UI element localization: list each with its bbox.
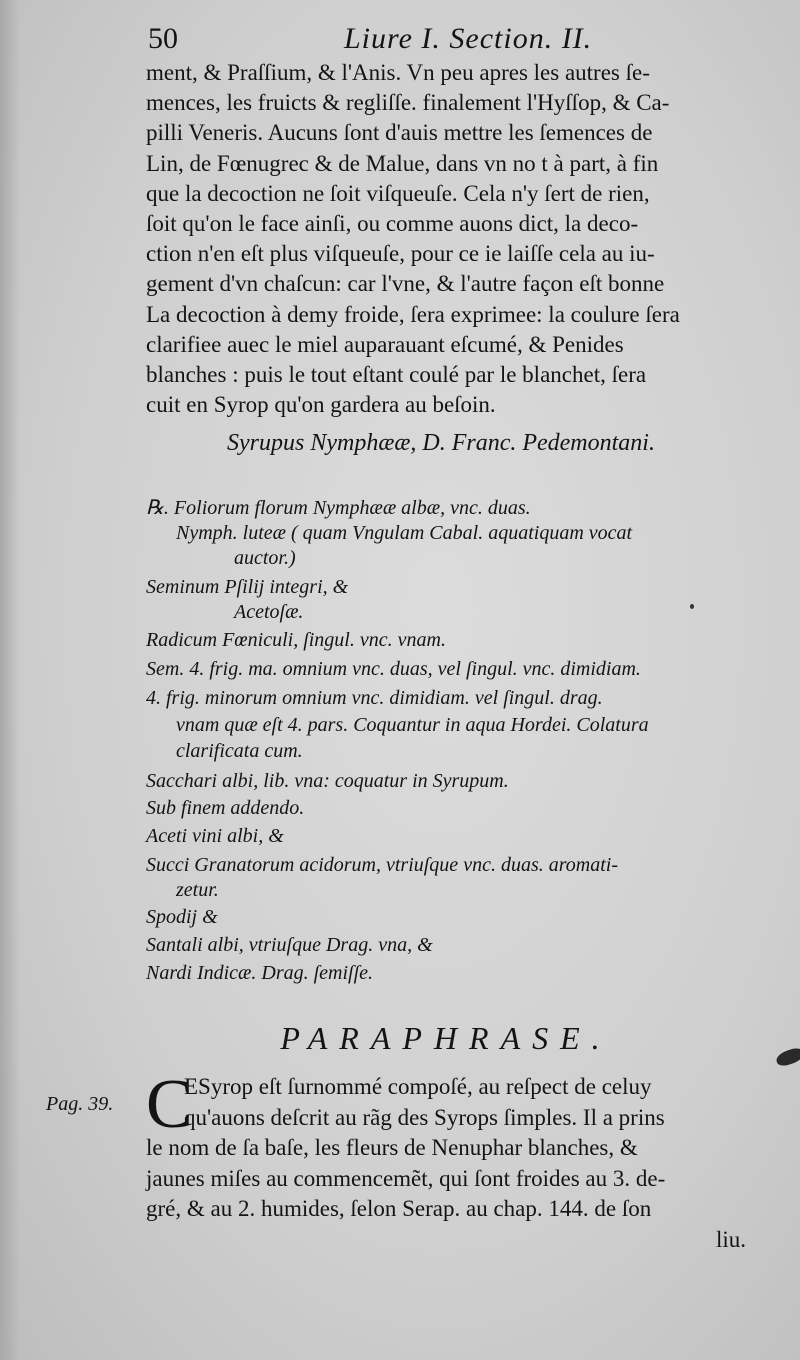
running-head-title: Liure I. Section. II.: [344, 22, 593, 55]
recipe-line: Seminum Pſilij integri, &: [146, 576, 349, 598]
page-gutter-shadow: [0, 0, 20, 1360]
section-heading: PARAPHRASE.: [280, 1020, 612, 1056]
recipe-line: clarificata cum.: [176, 740, 303, 762]
text-line: Lin, de Fœnugrec & de Malue, dans vn no t à part, à fin: [146, 150, 659, 176]
recipe-line: Sub finem addendo.: [146, 797, 305, 819]
recipe-line: Succi Granatorum acidorum, vtriuſque vnc. duas. aromati-: [146, 854, 618, 876]
text-line: ction n'en eſt plus viſqueuſe, pour ce ie laiſſe cela au iu-: [146, 241, 655, 267]
recipe-line: Santali albi, vtriuſque Drag. vna, &: [146, 934, 433, 956]
text-line: le nom de ſa baſe, les fleurs de Nenuphar blanches, &: [146, 1135, 638, 1160]
text-line: La decoction à demy froide, ſera exprimee: la coulure ſera: [146, 301, 680, 327]
text-line: blanches : puis le tout eſtant coulé par le blanchet, ſera: [146, 362, 647, 388]
text-line: qu'auons deſcrit au rãg des Syrops ſimples. Il a prins: [184, 1104, 665, 1130]
text-line: gré, & au 2. humides, ſelon Serap. au chap. 144. de ſon: [146, 1196, 652, 1221]
text-line: ſoit qu'on le face ainſi, ou comme auons dict, la deco-: [146, 211, 639, 237]
recipe-line: vnam quæ eſt 4. pars. Coquantur in aqua Hordei. Colatura: [176, 714, 649, 736]
text-line: ESyrop eſt ſurnommé compoſé, au reſpect de celuy: [184, 1074, 652, 1099]
recipe-line: Nymph. luteæ ( quam Vngulam Cabal. aquatiquam vocat: [176, 522, 633, 544]
recipe-line: Radicum Fœniculi, ſingul. vnc. vnam.: [146, 629, 446, 651]
recipe-line: Nardi Indicæ. Drag. ſemiſſe.: [146, 962, 374, 984]
recipe-line: 4. frig. minorum omnium vnc. dimidiam. vel ſingul. drag.: [146, 687, 603, 709]
margin-reference: Pag. 39.: [46, 1093, 114, 1115]
paper-speck: [690, 604, 694, 609]
recipe-line: Sem. 4. frig. ma. omnium vnc. duas, vel ſingul. vnc. dimidiam.: [146, 658, 641, 680]
text-line: ment, & Praſſium, & l'Anis. Vn peu apres les autres ſe-: [146, 60, 650, 85]
paraphrase-paragraph: [146, 1066, 786, 1255]
text-line: mences, les fruicts & regliſſe. finalement l'Hyſſop, & Ca-: [146, 90, 670, 116]
text-line: gement d'vn chaſcun: car l'vne, & l'autre façon eſt bonne: [146, 271, 665, 297]
recipe-line: Spodij &: [146, 906, 218, 928]
text-line: clarifiee auec le miel auparauant eſcumé, & Penides: [146, 331, 624, 357]
recipe-line: Sacchari albi, lib. vna: coquatur in Syrupum.: [146, 770, 509, 792]
drop-cap: C: [146, 1066, 193, 1143]
ink-blot: [775, 1046, 800, 1068]
recipe-line: ℞. Foliorum florum Nymphææ albæ, vnc. duas.: [146, 497, 531, 519]
text-line: pilli Veneris. Aucuns ſont d'auis mettre les ſemences de: [146, 120, 653, 146]
body-paragraph: [146, 58, 786, 420]
recipe-line: auctor.): [234, 547, 296, 569]
page-number: 50: [148, 22, 178, 55]
recipe-line: Aceti vini albi, &: [146, 825, 284, 847]
text-line: cuit en Syrop qu'on gardera au beſoin.: [146, 392, 496, 418]
text-line: que la decoction ne ſoit viſqueuſe. Cela n'y ſert de rien,: [146, 180, 650, 206]
running-head: [148, 22, 648, 62]
recipe-line: zetur.: [176, 879, 219, 901]
recipe-title: Syrupus Nymphææ, D. Franc. Pedemontani.: [227, 430, 655, 456]
recipe-line: Acetoſæ.: [234, 601, 304, 623]
text-line: jaunes miſes au commencemẽt, qui ſont froides au 3. de-: [146, 1165, 666, 1191]
text-line: liu.: [715, 1226, 746, 1252]
